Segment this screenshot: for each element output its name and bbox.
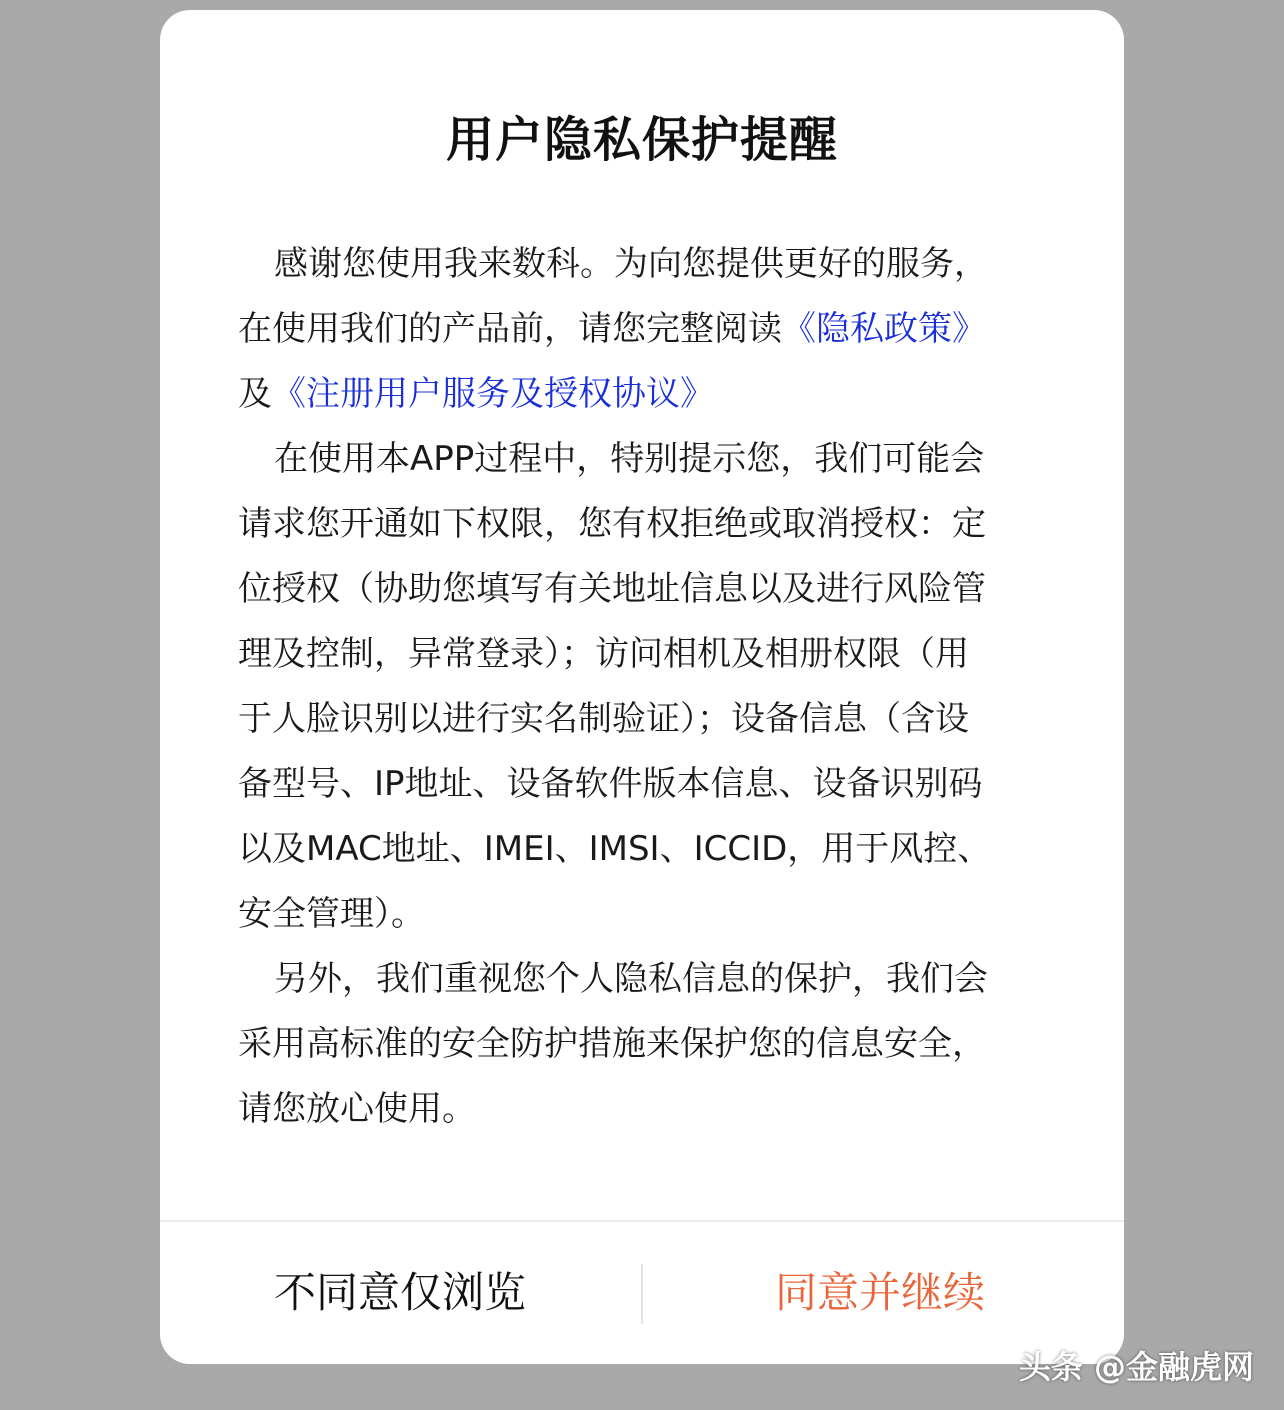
body-text-segment: 在使用我们的产品前，请您完整阅读 (238, 309, 782, 349)
body-line (238, 362, 1058, 427)
body-line: 位授权（协助您填写有关地址信息以及进行风险管 (238, 569, 986, 609)
body-line: 安全管理）。 (238, 894, 425, 934)
body-line: 请您放心使用。 (238, 1089, 476, 1129)
body-line (238, 297, 1058, 362)
registration-agreement-link[interactable]: 《注册用户服务及授权协议》 (272, 374, 714, 414)
decline-browse-only-button[interactable]: 不同意仅浏览 (273, 1268, 526, 1317)
body-line: 在使用本APP过程中，特别提示您，我们可能会 (274, 439, 985, 479)
body-line: 感谢您使用我来数科。为向您提供更好的服务， (274, 244, 988, 284)
body-line: 以及MAC地址、IMEI、IMSI、ICCID，用于风控、 (238, 829, 992, 869)
body-line: 理及控制，异常登录）；访问相机及相册权限（用 (238, 634, 969, 674)
dialog-title: 用户隐私保护提醒 (445, 112, 838, 168)
body-line: 另外，我们重视您个人隐私信息的保护，我们会 (274, 959, 988, 999)
body-text-segment: 及 (238, 374, 272, 414)
body-line: 于人脸识别以进行实名制验证）；设备信息（含设 (238, 699, 969, 739)
body-line: 请求您开通如下权限，您有权拒绝或取消授权：定 (238, 504, 986, 544)
privacy-dialog (160, 10, 1124, 1364)
dialog-body (238, 232, 1058, 1142)
privacy-policy-link[interactable]: 《隐私政策》 (782, 309, 986, 349)
body-line: 备型号、IP地址、设备软件版本信息、设备识别码 (238, 764, 983, 804)
button-divider-horizontal (160, 1220, 1124, 1222)
body-line: 采用高标准的安全防护措施来保护您的信息安全， (238, 1024, 986, 1064)
agree-continue-button[interactable]: 同意并继续 (774, 1268, 985, 1317)
watermark: 头条 @金融虎网 (1018, 1348, 1254, 1386)
button-divider-vertical (641, 1264, 643, 1324)
